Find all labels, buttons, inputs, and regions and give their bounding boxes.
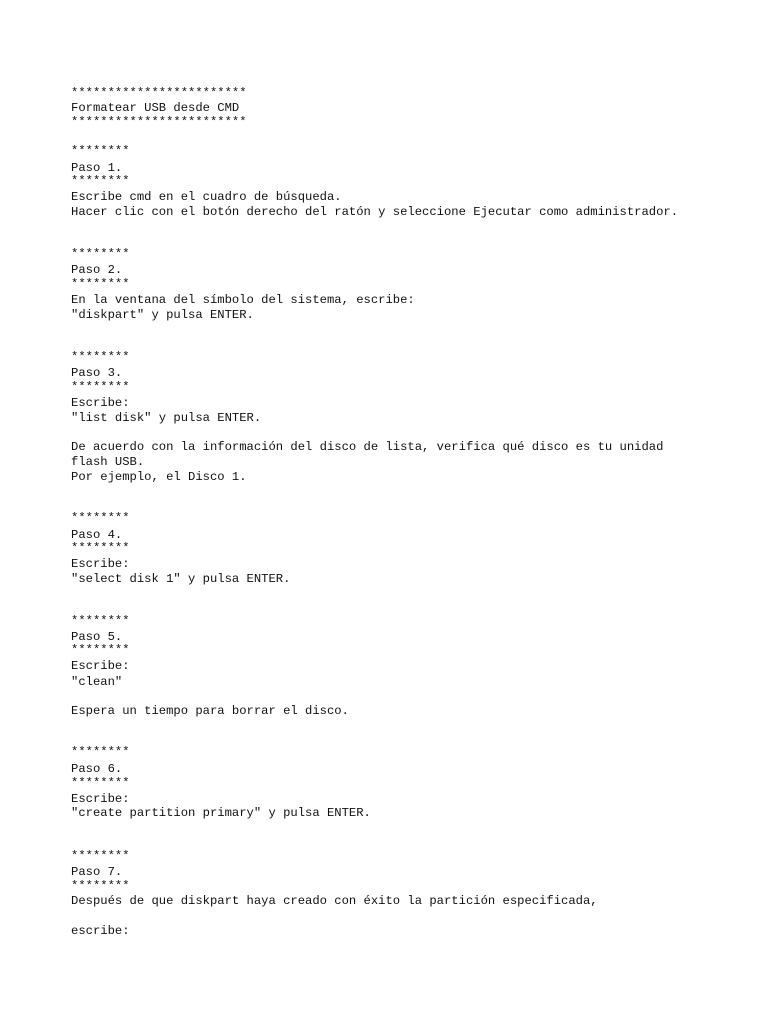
header-rule-top: ************************ xyxy=(71,86,247,100)
step-text-line: Escribe cmd en el cuadro de búsqueda. xyxy=(71,190,342,204)
step-rule-top: ******** xyxy=(71,511,130,525)
step-rule-bottom: ******** xyxy=(71,643,130,657)
step-text-line: Escribe: xyxy=(71,557,130,571)
step-rule-top: ******** xyxy=(71,849,130,863)
step-label: Paso 6. xyxy=(71,762,123,776)
step-rule-bottom: ******** xyxy=(71,879,130,893)
step-rule-bottom: ******** xyxy=(71,776,130,790)
step-rule-bottom: ******** xyxy=(71,380,130,394)
step-label: Paso 1. xyxy=(71,161,123,175)
step-label: Paso 4. xyxy=(71,528,123,542)
step-label: Paso 2. xyxy=(71,263,123,277)
step-rule-top: ******** xyxy=(71,614,130,628)
step-text-line: Escribe: xyxy=(71,792,130,806)
step-label: Paso 7. xyxy=(71,865,123,879)
step-text-line: En la ventana del símbolo del sistema, escribe: xyxy=(71,293,415,307)
document-title: Formatear USB desde CMD xyxy=(71,101,240,115)
step-text-line: "create partition primary" y pulsa ENTER. xyxy=(71,806,371,820)
step-rule-top: ******** xyxy=(71,350,130,364)
step-text-line: Escribe: xyxy=(71,396,130,410)
step-text-line: "select disk 1" y pulsa ENTER. xyxy=(71,572,291,586)
step-rule-top: ******** xyxy=(71,745,130,759)
step-rule-bottom: ******** xyxy=(71,174,130,188)
step-text-line: flash USB. xyxy=(71,455,145,469)
step-text-line: Escribe: xyxy=(71,659,130,673)
step-rule-top: ******** xyxy=(71,144,130,158)
step-text-line: Hacer clic con el botón derecho del ratón y seleccione Ejecutar como administrador. xyxy=(71,205,679,219)
step-label: Paso 5. xyxy=(71,630,123,644)
step-text-line: "clean" xyxy=(71,675,123,689)
step-text-line: Espera un tiempo para borrar el disco. xyxy=(71,704,349,718)
step-text-line: escribe: xyxy=(71,924,130,938)
step-text-line: De acuerdo con la información del disco de lista, verifica qué disco es tu unidad xyxy=(71,440,664,454)
header-rule-bottom: ************************ xyxy=(71,115,247,129)
step-rule-bottom: ******** xyxy=(71,541,130,555)
step-text-line: "diskpart" y pulsa ENTER. xyxy=(71,308,254,322)
step-rule-top: ******** xyxy=(71,247,130,261)
step-label: Paso 3. xyxy=(71,366,123,380)
step-text-line: Después de que diskpart haya creado con éxito la partición especificada, xyxy=(71,894,598,908)
step-text-line: "list disk" y pulsa ENTER. xyxy=(71,411,262,425)
step-rule-bottom: ******** xyxy=(71,277,130,291)
step-text-line: Por ejemplo, el Disco 1. xyxy=(71,470,247,484)
